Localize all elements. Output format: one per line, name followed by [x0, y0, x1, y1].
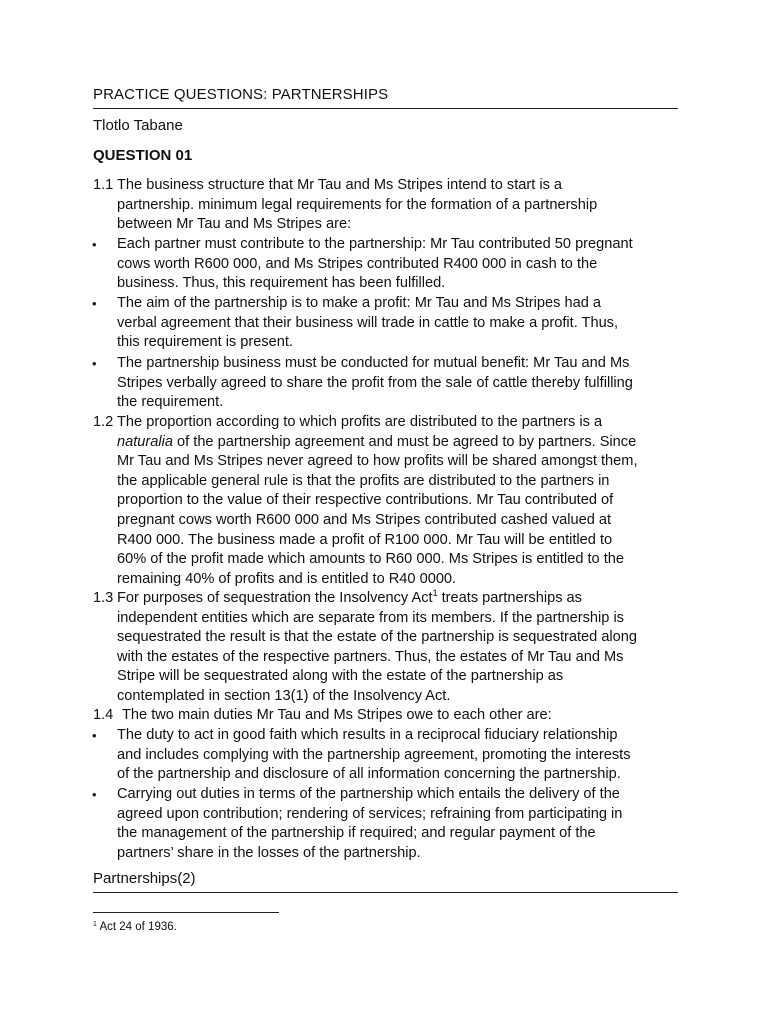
- title-rule: [93, 108, 678, 109]
- paragraph-line: The proportion according to which profits are distributed to the partners is a: [117, 414, 603, 430]
- section-number-1-4: 1.4: [93, 707, 114, 723]
- paragraph-line: remaining 40% of profits and is entitled to R40 0000.: [117, 570, 457, 587]
- bullet-line: Stripes verbally agreed to share the profit from the sale of cattle thereby fulfilling: [117, 374, 633, 391]
- bullet-line: The partnership business must be conducted for mutual benefit: Mr Tau and Ms: [117, 355, 630, 371]
- paragraph-line: R400 000. The business made a profit of R100 000. Mr Tau will be entitled to: [117, 531, 613, 548]
- paragraph-text: For purposes of sequestration the Insolvency Act: [117, 590, 433, 606]
- bullet-line: verbal agreement that their business will trade in cattle to make a profit. Thus,: [117, 314, 619, 331]
- paragraph-text: of the partnership agreement and must be agreed to by partners. Since: [172, 433, 637, 450]
- bullet-line: The duty to act in good faith which results in a reciprocal fiduciary relationship: [117, 727, 618, 743]
- bullet-line: Carrying out duties in terms of the partnership which entails the delivery of the: [117, 786, 620, 802]
- paragraph-line: proportion to the value of their respective contributions. Mr Tau contributed of: [117, 492, 614, 509]
- question-heading: QUESTION 01: [93, 147, 193, 164]
- author-name: Tlotlo Tabane: [93, 117, 183, 134]
- bullet-marker: •: [92, 728, 97, 743]
- bullet-line: the management of the partnership if required; and regular payment of the: [117, 825, 596, 842]
- footnote-reference[interactable]: 1: [432, 588, 438, 598]
- paragraph-line: pregnant cows worth R600 000 and Ms Stripes contributed cashed valued at: [117, 512, 612, 528]
- paragraph-line: Stripe will be sequestrated along with the estate of the partnership as: [117, 668, 564, 685]
- bullet-marker: •: [92, 787, 97, 802]
- paragraph-line: [117, 589, 582, 609]
- paragraph-line: [117, 433, 636, 453]
- section-number-1-2: 1.2: [93, 414, 114, 430]
- bullet-line: of the partnership and disclosure of all information concerning the partnership.: [117, 766, 621, 783]
- section-number-1-3: 1.3: [93, 590, 114, 606]
- paragraph-line: between Mr Tau and Ms Stripes are:: [117, 216, 352, 233]
- bullet-line: partners’ share in the losses of the partnership.: [117, 844, 421, 861]
- section-number-1-1: 1.1: [93, 177, 114, 193]
- running-footer: Partnerships(2): [93, 870, 196, 887]
- paragraph-line: partnership. minimum legal requirements for the formation of a partnership: [117, 196, 598, 213]
- bullet-line: Each partner must contribute to the partnership: Mr Tau contributed 50 pregnant: [117, 236, 633, 252]
- paragraph-line: sequestrated the result is that the estate of the partnership is sequestrated along: [117, 629, 638, 646]
- latin-term: naturalia: [117, 433, 173, 450]
- bullet-line: cows worth R600 000, and Ms Stripes contributed R400 000 in cash to the: [117, 255, 598, 272]
- paragraph-line: 60% of the profit made which amounts to R60 000. Ms Stripes is entitled to the: [117, 551, 624, 568]
- paragraph-line: contemplated in section 13(1) of the Insolvency Act.: [117, 688, 451, 704]
- bullet-marker: •: [92, 296, 97, 311]
- paragraph-line: The business structure that Mr Tau and Ms Stripes intend to start is a: [117, 177, 563, 193]
- bullet-line: and includes complying with the partnership agreement, promoting the interests: [117, 746, 631, 763]
- bullet-line: agreed upon contribution; rendering of services; refraining from participating in: [117, 805, 623, 822]
- footnote-text: Act 24 of 1936.: [99, 921, 177, 933]
- paragraph-line: with the estates of the respective partners. Thus, the estates of Mr Tau and Ms: [117, 648, 624, 665]
- footer-rule: [93, 892, 678, 893]
- bullet-marker: •: [92, 237, 97, 252]
- footnote-marker: 1: [93, 921, 97, 928]
- bullet-line: this requirement is present.: [117, 334, 294, 351]
- paragraph-line: independent entities which are separate from its members. If the partnership is: [117, 609, 624, 626]
- paragraph-line: the applicable general rule is that the profits are distributed to the partners in: [117, 472, 610, 489]
- bullet-line: business. Thus, this requirement has been fulfilled.: [117, 275, 446, 292]
- bullet-marker: •: [92, 356, 97, 371]
- bullet-line: the requirement.: [117, 394, 224, 411]
- paragraph-line: Mr Tau and Ms Stripes never agreed to how profits will be shared amongst them,: [117, 453, 638, 470]
- document-title: PRACTICE QUESTIONS: PARTNERSHIPS: [93, 86, 389, 103]
- paragraph-text: treats partnerships as: [437, 590, 582, 606]
- bullet-line: The aim of the partnership is to make a profit: Mr Tau and Ms Stripes had a: [117, 295, 601, 311]
- paragraph-line: The two main duties Mr Tau and Ms Stripes owe to each other are:: [122, 707, 552, 723]
- footnote-separator: [93, 912, 279, 913]
- footnote: [93, 921, 177, 933]
